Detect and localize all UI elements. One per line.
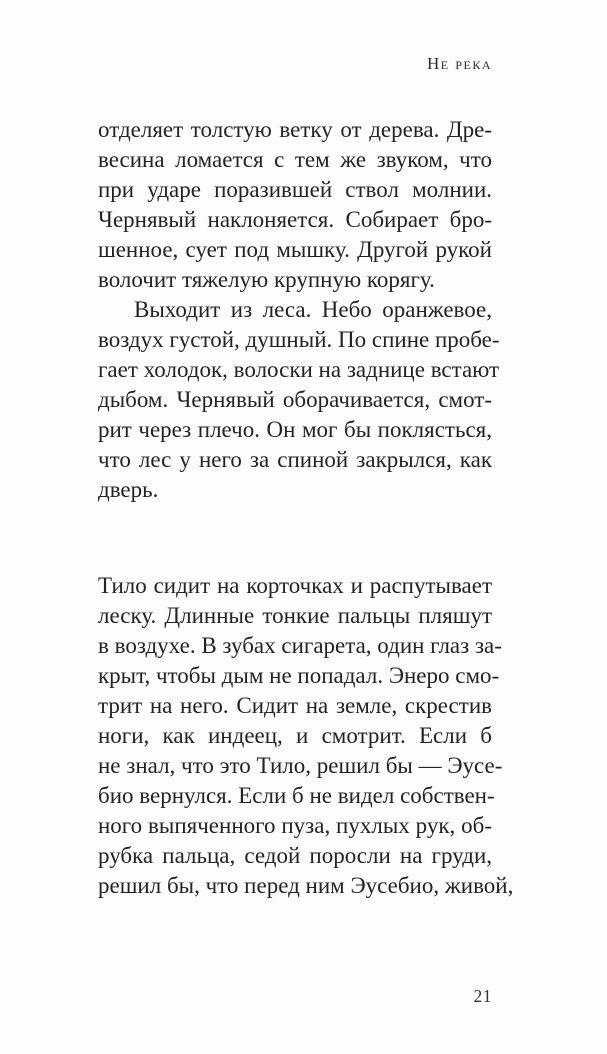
text-line: при ударе поразившей ствол молнии. xyxy=(98,177,492,202)
text-line: био вернулся. Если б не видел собствен- xyxy=(98,783,495,808)
running-header: Не река xyxy=(426,54,492,73)
text-line: трит на него. Сидит на земле, скрестив xyxy=(98,693,492,718)
text-line: крыт, чтобы дым не попадал. Энеро смо- xyxy=(98,663,500,688)
body-text xyxy=(98,115,514,901)
text-line: рубка пальца, седой поросли на груди, xyxy=(98,843,492,868)
text-line: дыбом. Чернявый оборачивается, смот- xyxy=(98,387,492,412)
text-line: ноги, как индеец, и смотрит. Если б xyxy=(98,723,492,748)
text-line: в воздухе. В зубах сигарета, один глаз за- xyxy=(98,633,502,658)
text-line: ного выпяченного пуза, пухлых рук, об- xyxy=(98,813,492,838)
text-line: весина ломается с тем же звуком, что xyxy=(98,147,492,172)
text-block xyxy=(98,54,514,901)
page-number: 21 xyxy=(473,986,492,1006)
paragraph xyxy=(98,571,514,901)
text-line: леску. Длинные тонкие пальцы пляшут xyxy=(98,603,492,628)
book-page xyxy=(0,54,607,1054)
paragraph xyxy=(98,295,500,505)
text-line: что лес у него за спиной закрылся, как xyxy=(98,447,492,472)
text-line: дверь. xyxy=(98,477,159,502)
text-line: Выходит из леса. Небо оранжевое, xyxy=(134,297,492,322)
text-line: решил бы, что перед ним Эусебио, живой, xyxy=(98,873,514,898)
text-line: Тило сидит на корточках и распутывает xyxy=(98,573,492,598)
text-line: волочит тяжелую крупную корягу. xyxy=(98,267,435,292)
text-line: воздух густой, душный. По спине пробе- xyxy=(98,327,500,352)
text-line: гает холодок, волоски на заднице встают xyxy=(98,357,500,382)
text-line: Чернявый наклоняется. Собирает бро- xyxy=(98,207,492,232)
paragraph xyxy=(98,115,492,295)
text-line: не знал, что это Тило, решил бы — Эусе- xyxy=(98,753,503,778)
text-line: рит через плечо. Он мог бы поклясться, xyxy=(98,417,492,442)
text-line: шенное, сует под мышку. Другой рукой xyxy=(98,237,492,262)
text-line: отделяет толстую ветку от дерева. Дре- xyxy=(98,117,492,142)
